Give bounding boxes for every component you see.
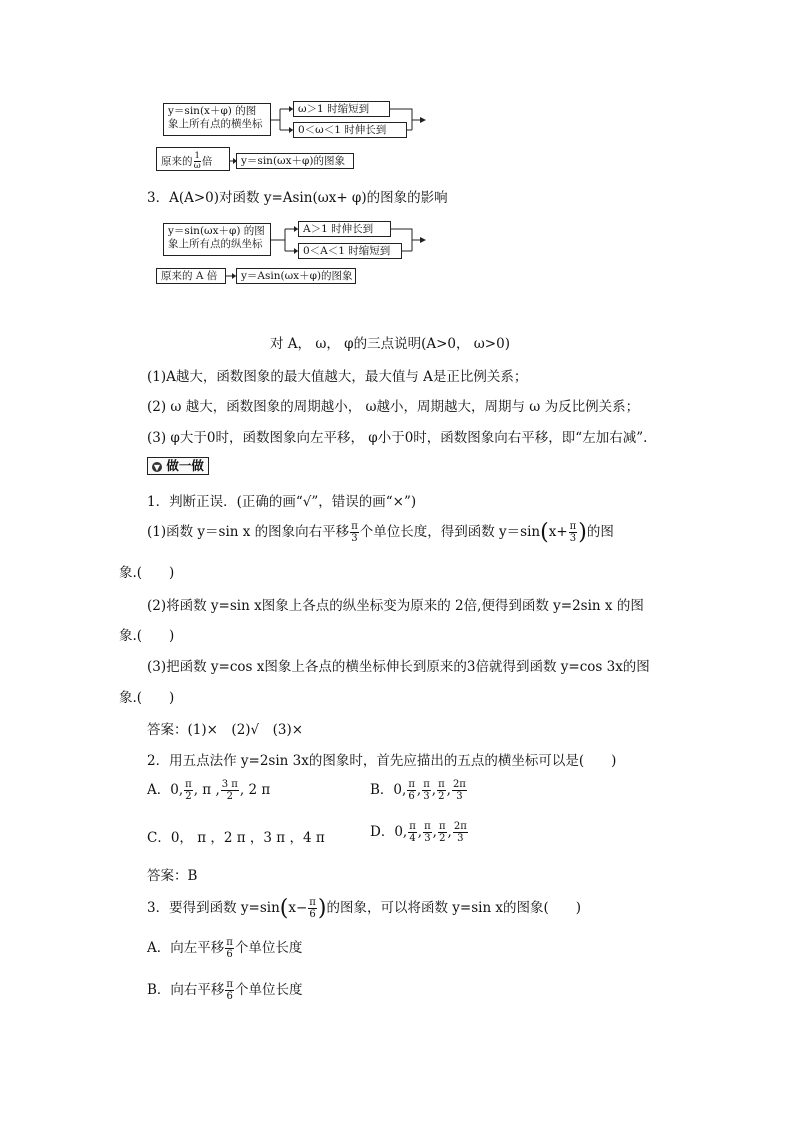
diagram1-merge-connector	[390, 109, 420, 130]
q1-statement-2-cont: 象.( )	[119, 628, 175, 644]
diagram2-source-line2: 象上所有点的纵坐标	[168, 238, 263, 250]
diagram1-factor-box: 原来的 $\frac{1}{\omega}$ 倍	[156, 147, 230, 171]
section-tag-icon: ▼	[153, 461, 161, 472]
q1-stem: 1．判断正误．(正确的画“√”，错误的画“×”)	[147, 494, 417, 510]
notes-item-1: (1)A越大，函数图象的最大值越大，最大值与 A是正比例关系；	[147, 369, 528, 385]
diagram1-source-line1: y＝sin(x＋φ) 的图	[168, 105, 257, 117]
diagram1-source-line2: 象上所有点的横坐标	[168, 118, 263, 130]
notes-item-2: (2) ω 越大，函数图象的周期越小， ω越小，周期越大，周期与 ω 为反比例关系；	[147, 399, 640, 415]
q1-statement-3-cont: 象.( )	[119, 690, 175, 706]
q1-statement-1-cont: 象.( )	[119, 565, 175, 581]
q2-stem: 2．用五点法作 y=2sin 3x的图象时，首先应描出的五点的横坐标可以是( )	[147, 753, 617, 769]
q2-option-a: A．0, $\frac{\pi}{2}$ , π , $\frac{3 \pi}{2}$ , 2 π	[147, 779, 271, 802]
diagram2-split-connector	[271, 229, 298, 251]
diagram2-result-box: y＝Asin(ωx＋φ)的图象	[236, 268, 356, 284]
diagram2-branch-bottom: 0＜A＜1 时缩短到	[298, 243, 402, 259]
heading-3: 3．A(A>0)对函数 y=Asin(ωx+ φ)的图象的影响	[147, 190, 448, 206]
q2-option-d: D．0, $\frac{\pi}{4}$ , $\frac{\pi}{3}$ , $\frac{\pi}{2}$ , $\frac{2\pi}{3}$	[370, 821, 467, 844]
q2-option-c: C．0， π ，2 π ，3 π ，4 π	[147, 830, 325, 846]
q1-statement-2: (2)将函数 y=sin x图象上各点的纵坐标变为原来的 2倍,便得到函数 y=2sin x 的图	[147, 598, 644, 614]
q3-option-b: B．向右平移 $\frac{\pi}{6}$ 个单位长度	[147, 979, 303, 1002]
q1-statement-3: (3)把函数 y=cos x图象上各点的横坐标伸长到原来的3倍就得到函数 y=cos 3x的图	[147, 659, 650, 675]
section-tag-zuoyizuo	[147, 457, 209, 475]
q3-stem: 3．要得到函数 y=sin(x− $\frac{\pi}{6}$ )的图象，可以将函数 y=sin x的图象( )	[147, 896, 582, 921]
diagram2-branch-top: A＞1 时伸长到	[298, 221, 391, 237]
diagram1-split-connector	[271, 109, 293, 130]
q1-statement-1: (1)函数 y＝sin x 的图象向右平移 $\frac{\pi}{3}$ 个单位长度，得到函数 y＝sin(x+ $\frac{\pi}{3}$ )的图	[147, 520, 614, 545]
diagram1-branch-top: ω＞1 时缩短到	[293, 101, 390, 117]
notes-title: 对 A， ω， φ的三点说明(A>0， ω>0)	[270, 336, 510, 352]
q3-option-a: A．向左平移 $\frac{\pi}{6}$ 个单位长度	[147, 937, 303, 960]
diagram1-branch-bottom: 0＜ω＜1 时伸长到	[293, 122, 407, 138]
diagram2-source-line1: y＝sin(ωx＋φ) 的图	[168, 225, 265, 237]
diagram2-merge-connector	[391, 229, 420, 251]
diagram-connectors	[0, 0, 794, 300]
diagram1-result-box: y＝sin(ωx＋φ)的图象	[236, 153, 354, 169]
q1-answer: 答案：(1)× (2)√ (3)×	[147, 722, 304, 738]
q2-answer: 答案：B	[147, 868, 198, 884]
q2-option-b: B．0, $\frac{\pi}{6}$ , $\frac{\pi}{3}$ , $\frac{\pi}{2}$ , $\frac{2\pi}{3}$	[370, 779, 466, 802]
section-tag-label: 做一做	[166, 458, 204, 473]
diagram2-factor-box: 原来的 A 倍	[156, 268, 226, 284]
notes-item-3: (3) φ大于0时，函数图象向左平移， φ小于0时，函数图象向右平移，即“左加右减”.	[147, 430, 648, 446]
